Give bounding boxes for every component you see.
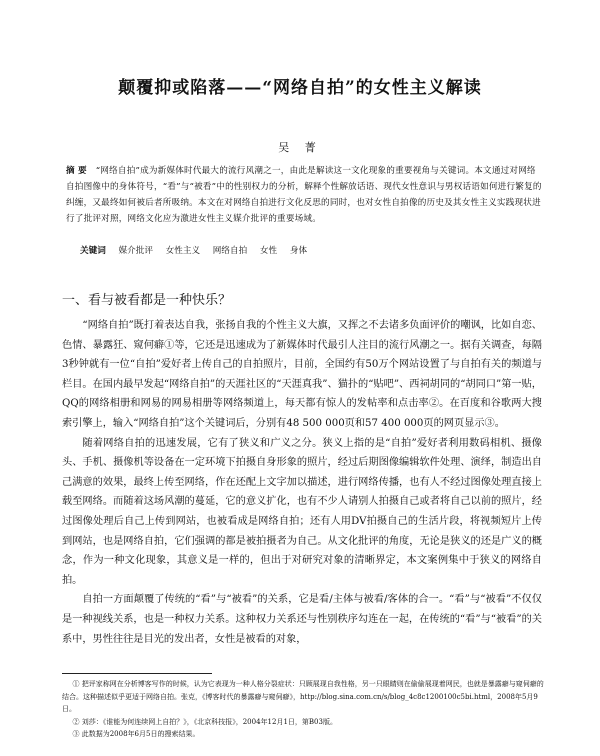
paragraph: “网络自拍”既打着表达自我，张扬自我的个性主义大旗，又挥之不去诸多负面评价的嘲讽，比如自恋、色情、暴露狂、窥何癖①等，它还是迅速成为了新媒体时代最引人注目的流行风潮之一。据有关调查，每隔3秒钟就有一位“自拍”爱好者上传自己的自拍照片，目前，全国约有50万个网站设置了与自拍有关的频道与栏目。在国内最早发起“网络自拍”的天涯社区的“天涯真我”、猫扑的“贴吧”、西祠胡同的“胡同口”第一贴，QQ的网络相册和网易的网易相册等网络频道上，每天都有惊人的发帖率和点击率②。在百度和谷歌两大搜索引擎上，输入“网络自拍”这个关键词后，分别有48 500 000页和57 400 000页的网页显示③。 xyxy=(62,320,542,429)
section-heading: 一、看与被看都是一种快乐？ xyxy=(62,293,232,308)
footnote: ② 刘莎：《谁能为何连续网上自拍？》，《北京科技报》，2004年12月1日，第B03版。 xyxy=(72,717,337,726)
paragraph: 自拍一方面颠覆了传统的“看”与“被看”的关系，它是看/主体与被看/客体的合一。“看”与“被看”不仅仅是一种视线关系，也是一种权力关系。这种权力关系还与性别秩序勾连在一起，在传统的“看”与“被看”的关系中，男性往往是目光的发出者，女性是被看的对象， xyxy=(62,594,542,645)
paragraph: 随着网络自拍的迅速发展，它有了狭义和广义之分。狭义上指的是“自拍”爱好者利用数码相机、摄像头、手机、摄像机等设备在一定环境下拍摄自身形象的照片，经过后期图像编辑软件处理、演绎，制造出自己满意的效果，最终上传至网络，作在还配上文字加以描述，进行网络传播，也有人不经过图像处理直接上载至网络。而随着这场风潮的蔓延，它的意义扩化，也有不少人请别人拍摄自己或者将自己以前的照片，经过图像处理后自己上传到网站，也被看成是网络自拍；还有人用DV拍摄自己的生活片段，将视频短片上传到网站，也是网络自拍，它们强调的都是被拍摄者为自己。从文化批评的角度，无论是狭义的还是广义的概念，作为一种文化现象，其意义是一样的，但出于对研究对象的清晰界定，本文案例集中于狭义的网络自拍。 xyxy=(62,437,542,586)
footnote: ③ 此数据为2008年6月5日的搜索结果。 xyxy=(72,730,200,738)
article-title: 颠覆抑或陷落——“网络自拍”的女性主义解读 xyxy=(118,78,482,98)
footnote-divider xyxy=(62,673,212,674)
keywords-label: 关键词 xyxy=(80,246,106,256)
body-text xyxy=(62,316,542,649)
keywords xyxy=(80,244,540,256)
abstract-text: “网络自拍”成为新媒体时代最大的流行风潮之一，由此是解读这一文化现象的重要视角与关键词。本文通过对网络自拍图像中的身体符号，“看”与“被看”中的性别权力的分析，解释个性解放话语、现代女性意识与男权话语如何进行繁复的纠缠，又最终如何被后者所吸纳。本文在对网络自拍进行文化反思的同时，也对女性自拍像的历史及其女性主义实践现状进行了批评对照，网络文化应为激进女性主义媒介批评的重要场域。 xyxy=(66,166,542,224)
keyword: 女性 xyxy=(259,246,278,256)
keyword: 女性主义 xyxy=(165,246,201,256)
keyword: 媒介批评 xyxy=(118,246,153,256)
keyword: 网络自拍 xyxy=(212,246,248,256)
footnote: ① 把评家称网在分析博客写作的时候，认为它表现为一种人格分裂症状：只顾展现自我性格，另一只眼睛则在偷偷展现着网民，也就是暴露癖与窥伺癖的结合。这种描述似乎更适于网络自拍。张克，《博客时代的暴露癖与窥伺癖》，http://blog.sina.com.cn/s/blog_4c8c1200100c5bi.html，2008年5月9日。 xyxy=(62,680,544,713)
footnotes xyxy=(62,678,546,741)
keyword: 身体 xyxy=(289,246,308,256)
abstract-label: 摘 要 xyxy=(66,166,87,176)
abstract xyxy=(66,163,542,227)
author-name: 吴 菁 xyxy=(278,141,322,154)
